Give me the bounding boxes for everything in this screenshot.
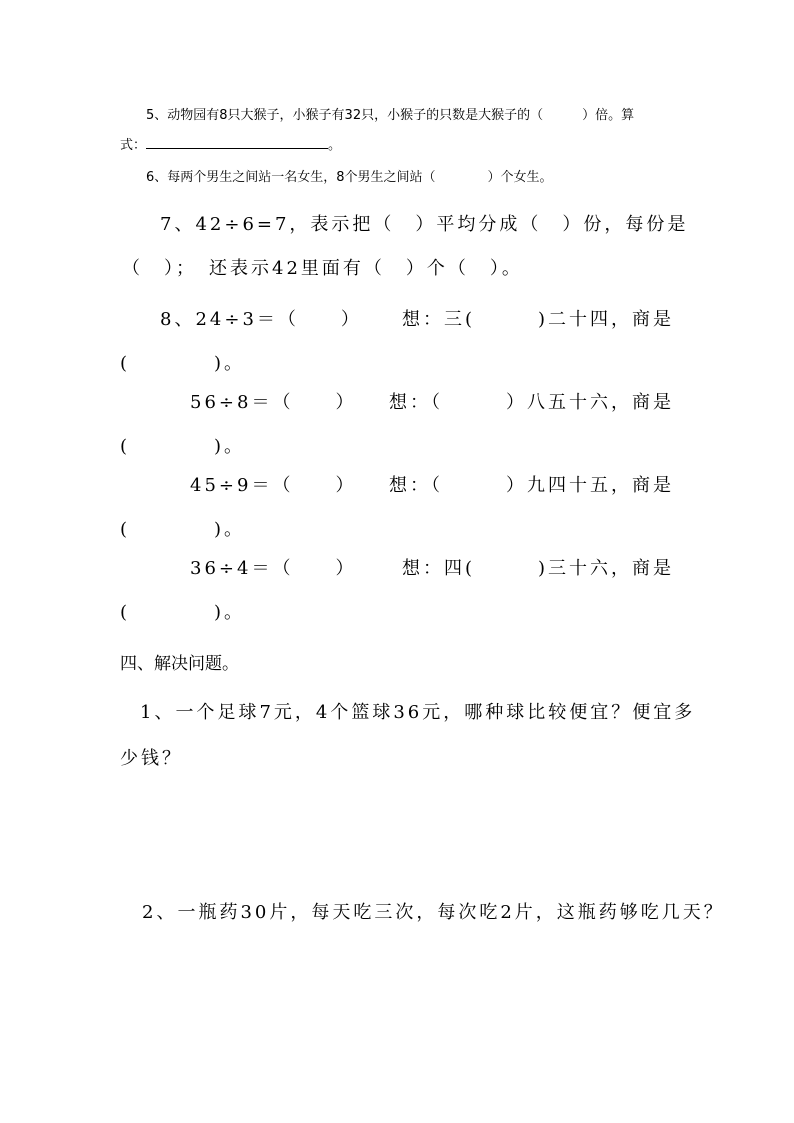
q8-row3-equation: 45÷9＝（ ） (190, 475, 357, 496)
q7-line2: （ ）； 还表示42里面有（ ）个（ ）。 (122, 258, 523, 279)
q8-row1-equation: 8、24÷3＝（ ） (160, 309, 362, 330)
q8-row4-think: 想：四( )三十六，商是 (401, 558, 674, 579)
problem-1-line1: 1、一个足球7元，4个篮球36元，哪种球比较便宜？便宜多 (140, 702, 696, 723)
q5-prefix: 式： (120, 138, 147, 153)
q8-row1-continuation: ( )。 (120, 353, 246, 374)
q5-suffix: 。 (328, 138, 342, 153)
q8-row3-think: 想：（ ）九四十五，商是 (389, 475, 674, 496)
q8-row2-equation: 56÷8＝（ ） (190, 392, 357, 413)
q8-row3-continuation: ( )。 (120, 519, 246, 540)
q7-line1: 7、42÷6=7，表示把（ ）平均分成（ ）份，每份是 (160, 214, 689, 235)
section-4-title: 四、解决问题。 (120, 654, 239, 674)
problem-2: 2、一瓶药30片，每天吃三次，每次吃2片，这瓶药够吃几天？ (142, 902, 725, 923)
q6-text: 6、每两个男生之间站一名女生，8个男生之间站（ ）个女生。 (146, 170, 553, 185)
q5-line1: 5、动物园有8只大猴子，小猴子有32只，小猴子的只数是大猴子的（ ）倍。算 (146, 108, 635, 123)
q8-row1-think: 想：三( )二十四，商是 (401, 309, 674, 330)
problem-1-line2: 少钱？ (120, 748, 183, 769)
q8-row4-equation: 36÷4＝（ ） (190, 558, 357, 579)
q8-row2-think: 想：（ ）八五十六，商是 (389, 392, 674, 413)
q5-answer-blank[interactable] (146, 134, 328, 149)
q8-row4-continuation: ( )。 (120, 602, 246, 623)
q8-row2-continuation: ( )。 (120, 436, 246, 457)
q5-line2 (120, 134, 341, 153)
